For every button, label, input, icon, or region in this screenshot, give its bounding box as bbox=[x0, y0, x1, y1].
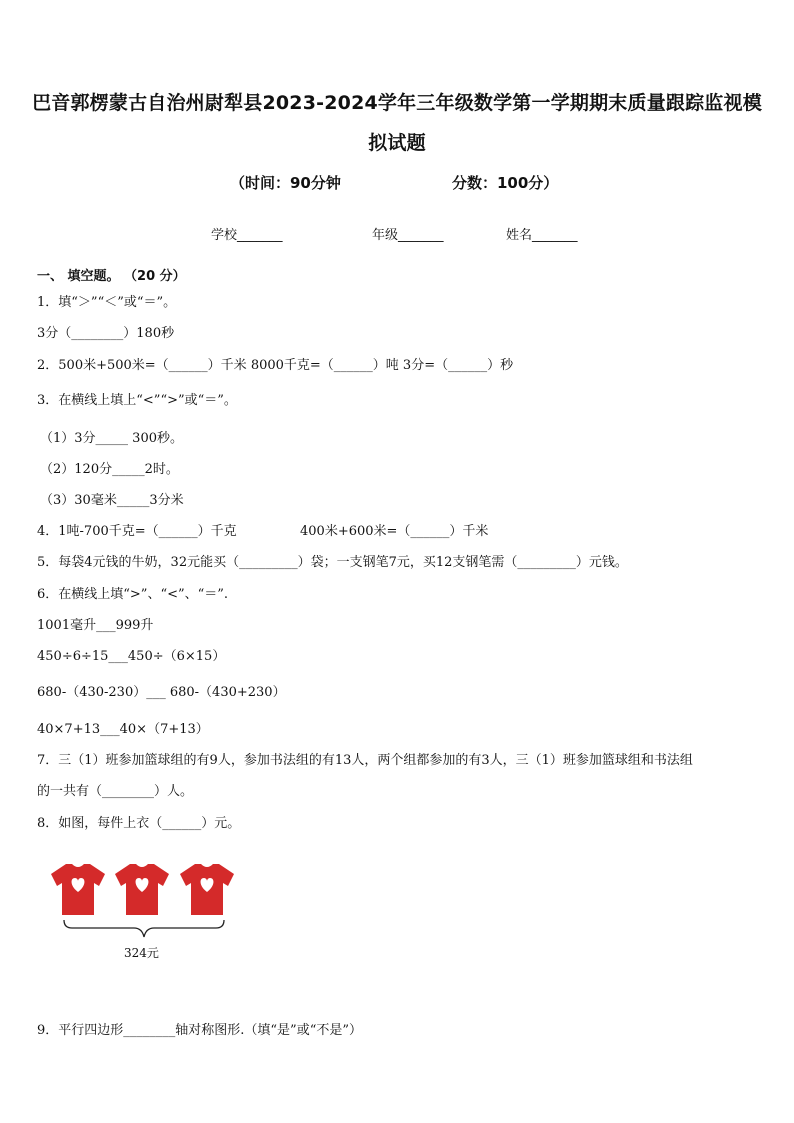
question-5: 5．每袋4元钱的牛奶，32元能买（_________）袋；一支钢笔7元，买12支钢笔需（_________）元钱。 bbox=[37, 555, 628, 570]
grade-field: 年级_______ bbox=[372, 228, 444, 243]
question-7-line-2: 的一共有（________）人。 bbox=[37, 784, 194, 799]
question-2: 2．500米+500米=（______）千米 8000千克=（______）吨 3分=（______）秒 bbox=[37, 358, 514, 373]
exam-score: 分数：100分） bbox=[452, 174, 559, 192]
figure-caption: 324元 bbox=[124, 946, 159, 960]
question-7-line-1: 7．三（1）班参加篮球组的有9人，参加书法组的有13人，两个组都参加的有3人，三（1）班参加篮球组和书法组 bbox=[37, 753, 693, 768]
question-3-item-1: （1）3分_____ 300秒。 bbox=[40, 431, 183, 446]
t-shirt-heart-icon bbox=[50, 862, 106, 916]
t-shirt-heart-icon bbox=[179, 862, 235, 916]
question-6-item-2: 450÷6÷15___450÷（6×15） bbox=[37, 649, 226, 664]
exam-time: （时间：90分钟 bbox=[230, 174, 341, 192]
question-6-item-1: 1001毫升___999升 bbox=[37, 618, 154, 633]
question-4-part-a: 4．1吨-700千克=（______）千克 bbox=[37, 524, 237, 539]
question-3-item-2: （2）120分_____2时。 bbox=[40, 462, 179, 477]
question-6-item-4: 40×7+13___40×（7+13） bbox=[37, 722, 209, 737]
question-1-item: 3分（________）180秒 bbox=[37, 326, 175, 341]
question-6: 6．在横线上填“>”、“<”、“＝”. bbox=[37, 587, 229, 602]
page-title-line1: 巴音郭楞蒙古自治州尉犁县2023-2024学年三年级数学第一学期期末质量跟踪监视模 bbox=[32, 92, 762, 114]
bracket-brace bbox=[62, 918, 226, 940]
question-3-item-3: （3）30毫米_____3分米 bbox=[40, 493, 184, 508]
name-field: 姓名_______ bbox=[506, 228, 578, 243]
page-title-line2: 拟试题 bbox=[368, 132, 426, 154]
question-1: 1．填“＞”“＜”或“＝”。 bbox=[37, 295, 177, 310]
question-8: 8．如图，每件上衣（______）元。 bbox=[37, 816, 241, 831]
question-9: 9．平行四边形________轴对称图形.（填“是”或“不是”） bbox=[37, 1023, 362, 1038]
section-heading: 一、 填空题。 （20 分） bbox=[37, 269, 186, 284]
question-6-item-3: 680-（430-230）___ 680-（430+230） bbox=[37, 685, 286, 700]
school-field: 学校_______ bbox=[211, 228, 283, 243]
question-4-part-b: 400米+600米=（______）千米 bbox=[300, 524, 489, 539]
t-shirt-heart-icon bbox=[114, 862, 170, 916]
question-3: 3．在横线上填上“<”“>”或“＝”。 bbox=[37, 393, 237, 408]
